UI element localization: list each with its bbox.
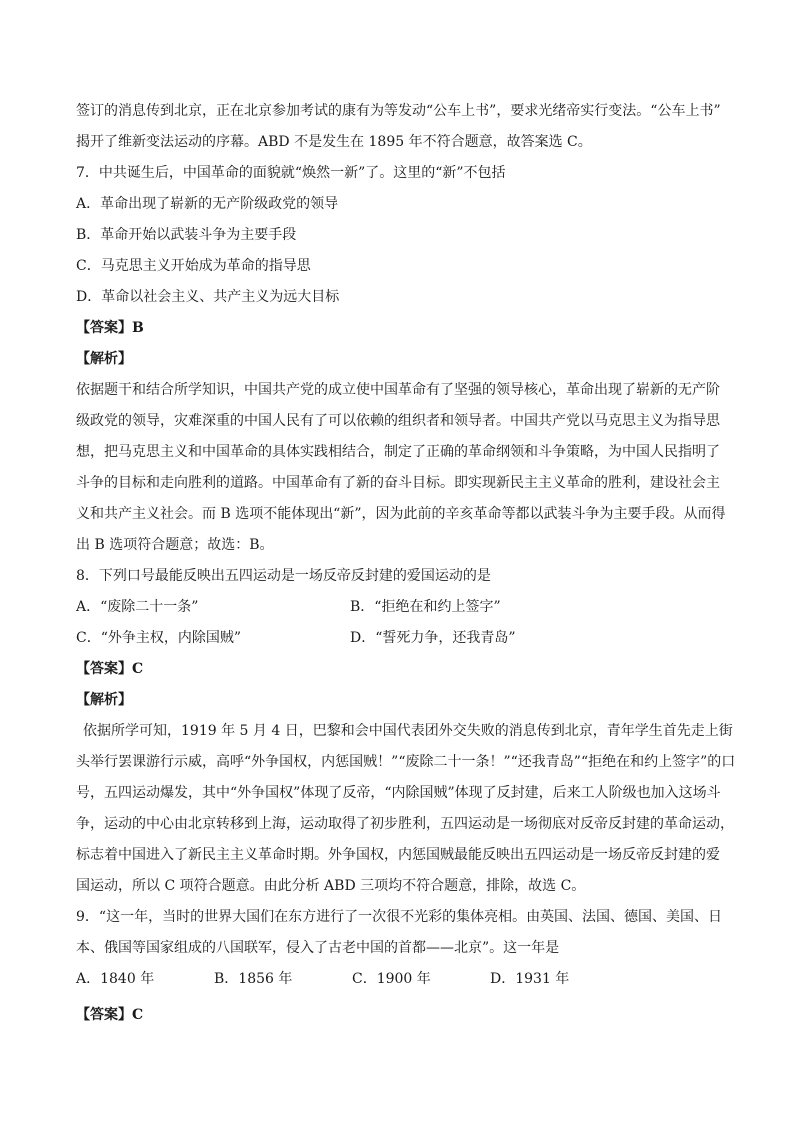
question-9-option-c: C．1900 年 xyxy=(352,971,431,987)
question-8-answer: 【答案】C xyxy=(76,661,144,677)
question-8-option-b: B．“拒绝在和约上签字” xyxy=(350,599,501,615)
question-7-analysis-line-1: 依据题干和结合所学知识，中国共产党的成立使中国革命有了坚强的领导核心，革命出现了崭新的无产阶 xyxy=(76,382,720,398)
question-9-option-a: A．1840 年 xyxy=(76,971,155,987)
question-7-analysis-line-4: 斗争的目标和走向胜利的道路。中国革命有了新的奋斗目标。即实现新民主主义革命的胜利，建设社会主 xyxy=(76,475,720,491)
question-7-option-a: A．革命出现了崭新的无产阶级政党的领导 xyxy=(76,196,339,212)
question-7-analysis-line-5: 义和共产主义社会。而 B 选项不能体现出“新”，因为此前的辛亥革命等都以武装斗争为主要手段。从而得 xyxy=(76,506,726,522)
question-7-option-b: B．革命开始以武装斗争为主要手段 xyxy=(76,227,297,243)
question-7-analysis-line-3: 想，把马克思主义和中国革命的具体实践相结合，制定了正确的革命纲领和斗争策略，为中国人民指明了 xyxy=(76,444,720,460)
question-7-option-d: D．革命以社会主义、共产主义为远大目标 xyxy=(76,289,340,305)
question-9-stem-line-2: 本、俄国等国家组成的八国联军，侵入了古老中国的首都——北京”。这一年是 xyxy=(76,940,560,956)
question-8-analysis-line-5: 标志着中国进入了新民主主义革命时期。外争国权，内惩国贼最能反映出五四运动是一场反帝反封建的爱 xyxy=(76,847,720,863)
intro-line-1: 签订的消息传到北京，正在北京参加考试的康有为等发动“公车上书”，要求光绪帝实行变法。“公车上书” xyxy=(76,103,721,119)
question-9-option-d: D．1931 年 xyxy=(490,971,570,987)
question-8-options-row-1 xyxy=(76,598,726,616)
question-8-options-row-2 xyxy=(76,629,726,647)
question-9-option-b: B．1856 年 xyxy=(214,971,293,987)
question-8-analysis-line-3: 号，五四运动爆发，其中“外争国权”体现了反帝，“内除国贼”体现了反封建，后来工人阶级也加入这场斗 xyxy=(76,785,721,801)
question-8-analysis-line-1: 依据所学可知，1919 年 5 月 4 日，巴黎和会中国代表团外交失败的消息传到北京，青年学生首先走上街 xyxy=(83,723,733,739)
question-8-analysis-label: 【解析】 xyxy=(76,692,132,708)
intro-line-2: 揭开了维新变法运动的序幕。ABD 不是发生在 1895 年不符合题意，故答案选 C。 xyxy=(76,134,592,150)
question-8-analysis-line-6: 国运动，所以 C 项符合题意。由此分析 ABD 三项均不符合题意，排除，故选 C。 xyxy=(76,878,586,894)
question-7-answer: 【答案】B xyxy=(76,320,144,336)
question-8-option-d: D．“誓死力争，还我青岛” xyxy=(350,630,516,646)
question-7-option-c: C．马克思主义开始成为革命的指导思 xyxy=(76,258,311,274)
question-8-option-a: A．“废除二十一条” xyxy=(76,599,199,615)
question-8-stem: 8．下列口号最能反映出五四运动是一场反帝反封建的爱国运动的是 xyxy=(76,568,491,584)
question-9-stem-line-1: 9．“这一年，当时的世界大国们在东方进行了一次很不光彩的集体亮相。由英国、法国、德国、美国、日 xyxy=(76,909,723,925)
question-7-analysis-line-2: 级政党的领导，灾难深重的中国人民有了可以依赖的组织者和领导者。中国共产党以马克思主义为指导思 xyxy=(76,413,720,429)
question-7-analysis-line-6: 出 B 选项符合题意；故选：B。 xyxy=(76,537,274,553)
question-9-answer: 【答案】C xyxy=(76,1007,144,1023)
question-7-stem: 7．中共诞生后，中国革命的面貌就“焕然一新”了。这里的“新”不包括 xyxy=(76,165,506,181)
question-8-option-c: C．“外争主权，内除国贼” xyxy=(76,630,242,646)
question-8-analysis-line-2: 头举行罢课游行示威，高呼“外争国权，内惩国贼！”“废除二十一条！”“还我青岛”“拒绝在和约上签字”的口 xyxy=(76,754,736,770)
question-8-analysis-line-4: 争，运动的中心由北京转移到上海，运动取得了初步胜利，五四运动是一场彻底对反帝反封建的革命运动， xyxy=(76,816,734,832)
question-7-analysis-label: 【解析】 xyxy=(76,351,132,367)
